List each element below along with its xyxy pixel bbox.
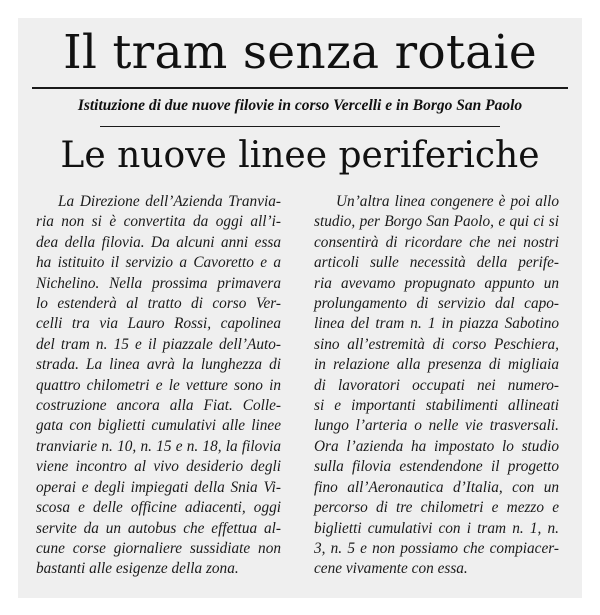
headline-rule (32, 87, 568, 89)
text-line: Ora l’azienda ha impostato lo studio (314, 437, 559, 455)
text-line: tranviarie n. 10, n. 15 e n. 18, la filovia (36, 437, 281, 455)
text-line: articoli sulle necessità della perife- (314, 254, 559, 272)
text-line: prolungamento di servizio dal capo- (314, 295, 559, 313)
text-line: fino all’Aeronautica d’Italia, con un (314, 478, 559, 496)
text-line: biglietti cumulativi con i tram n. 1, n. (314, 519, 559, 537)
text-line: si e importanti stabilimenti allineati (314, 397, 559, 415)
text-line: La Direzione dell’Azienda Tranvia- (58, 193, 281, 210)
text-line: bastanti alle esigenze della zona. (36, 560, 239, 578)
text-line: ria avevamo propugnato appunto un (314, 274, 559, 292)
text-line: lo estenderà al tratto di corso Ver- (36, 295, 281, 313)
text-line: ria non si è convertita da oggi all’i- (36, 213, 281, 231)
text-line: strada. La linea avrà la lunghezza di (36, 356, 281, 374)
article-column-left (36, 192, 281, 580)
text-line: viene incontro al vivo desiderio degli (36, 458, 281, 476)
text-line: celli tra via Lauro Rossi, capolinea (36, 315, 281, 333)
text-line: servite da un autobus che effettua al- (36, 519, 281, 537)
text-line: gata con biglietti cumulativi alle linee (36, 417, 281, 435)
headline: Il tram senza rotaie (63, 25, 537, 80)
subheadline: Istituzione di due nuove filovie in corso Vercelli e in Borgo San Paolo (77, 97, 523, 114)
text-line: cene vivamente con essa. (314, 560, 468, 578)
paragraph-right (314, 192, 559, 580)
text-line: ha istituito il servizio a Cavoretto e a (36, 254, 281, 272)
section-title: Le nuove linee periferiche (60, 135, 540, 176)
text-line: quattro chilometri e le vetture sono in (36, 376, 281, 394)
text-line: linea del tram n. 1 in piazza Sabotino (314, 315, 559, 333)
text-line: sino all’estremità di corso Peschiera, (314, 335, 559, 353)
text-line: consentirà di ricordare che nei nostri (314, 233, 559, 251)
text-line: percorso di tre chilometri e mezzo e (314, 499, 559, 517)
text-line: cune corse giornaliere sussidiate non (36, 539, 281, 557)
text-line: in relazione alla presenza di migliaia (314, 356, 559, 374)
paragraph-left (36, 192, 281, 580)
text-line: operai e degli impiegati della Snia Vi- (36, 478, 281, 496)
text-line: lungo l’arteria o nelle vie trasversali. (314, 417, 559, 435)
text-line: del tram n. 15 e il piazzale dell’Auto- (36, 335, 281, 353)
subheadline-rule (100, 126, 500, 127)
article-column-right (314, 192, 559, 580)
text-line: dea della filovia. Da alcuni anni essa (36, 233, 281, 251)
text-line: studio, per Borgo San Paolo, e qui ci si (314, 213, 559, 231)
text-line: Un’altra linea congenere è poi allo (336, 193, 559, 210)
text-line: Nichelino. Nella prossima primavera (36, 274, 281, 292)
text-line: sulla filovia estendendone il progetto (314, 458, 559, 476)
text-line: 3, n. 5 e non possiamo che compiacer- (314, 539, 559, 557)
text-line: scosa e delle officine adiacenti, oggi (36, 499, 281, 517)
text-line: di lavoratori occupati nei numero- (314, 376, 559, 394)
newspaper-clipping (18, 18, 582, 598)
text-line: costruzione ancora alla Fiat. Colle- (36, 397, 281, 415)
